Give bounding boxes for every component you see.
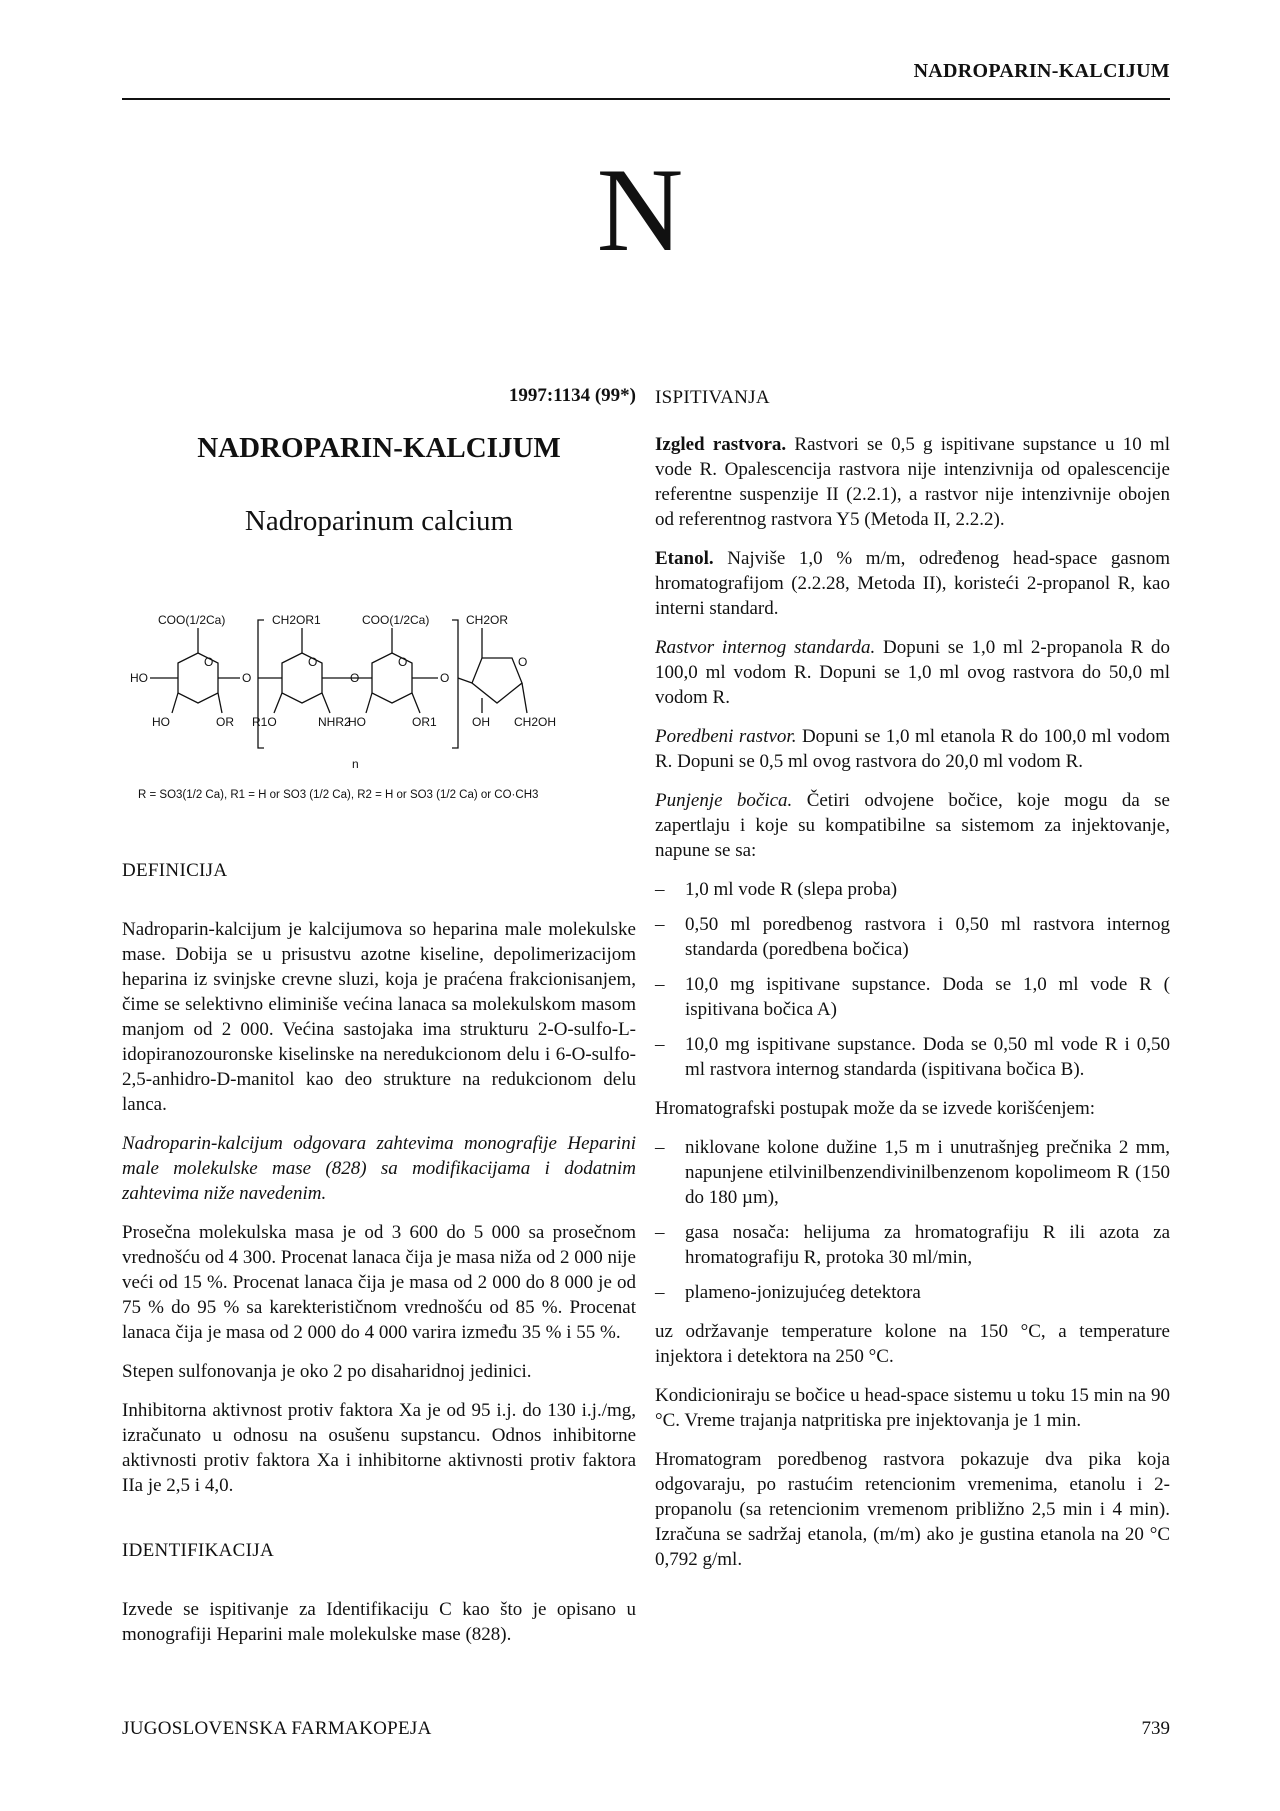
formula-label-or: OR [216, 715, 234, 729]
formula-ring-o-3: O [398, 655, 408, 669]
list-item: – gasa nosača: helijuma za hromatografiju R ili azota za hromatografiju R, protoka 30 ml/min, [655, 1220, 1170, 1270]
running-header-title: NADROPARIN-KALCIJUM [913, 60, 1170, 82]
rastvor-paragraph [655, 635, 1170, 710]
structural-formula [122, 608, 636, 820]
punjenje-text: Četiri odvojene bočice, koje mogu da se zapertlaju i koje su kompatibilne sa sistemom za injektovanje, napune se sa: [655, 790, 1170, 861]
definicija-paragraph-4: Stepen sulfonovanja je oko 2 po disaharidnoj jedinici. [122, 1361, 532, 1382]
formula-ring-o-4: O [518, 655, 528, 669]
identifikacija-paragraph: Izvede se ispitivanje za Identifikaciju C kao što je opisano u monografiji Heparini male molekulske mase (828). [122, 1599, 636, 1645]
monograph-code: 1997:1134 (99*) [508, 385, 636, 406]
formula-label-oh: OH [472, 715, 490, 729]
formula-label-ch2or1: CH2OR1 [272, 613, 321, 627]
list-item: – 0,50 ml poredbenog rastvora i 0,50 ml rastvora internog standarda (poredbena bočica) [655, 912, 1170, 962]
formula-bridge-o-2: O [350, 671, 360, 685]
formula-label-or1: OR1 [412, 715, 437, 729]
etanol-text: Najviše 1,0 % m/m, određenog head-space gasnom hromatografijom (2.2.28, Metoda II), koristeći 2-propanol R, kao interni standard. [655, 548, 1170, 619]
left-column [122, 858, 636, 1661]
formula-label-ho-2: HO [348, 715, 366, 729]
formula-label-r1o: R1O [252, 715, 277, 729]
formula-label-ho-left: HO [130, 671, 148, 685]
list-item: – 10,0 mg ispitivane supstance. Doda se 1,0 ml vode R ( ispitivana bočica A) [655, 972, 1170, 1022]
izgled-text: Rastvori se 0,5 g ispitivane supstance u 10 ml vode R. Opalescencija rastvora nije intenzivnija od opalescencije referentne suspenzije II (2.2.1), a rastvor nije intenzivnije obojen od referentnog rastvora Y5 (Metoda II, 2.2.2). [655, 434, 1170, 530]
formula-bridge-o-1: O [242, 671, 252, 685]
poredbeni-text: Dopuni se 1,0 ml etanola R do 100,0 ml vodom R. Dopuni se 0,5 ml ovog rastvora do 20,0 ml vodom R. [655, 726, 1170, 772]
list-item: – 10,0 mg ispitivane supstance. Doda se 0,50 ml vode R i 0,50 ml rastvora internog standarda (ispitivana bočica B). [655, 1032, 1170, 1082]
page-number: 739 [1141, 1718, 1170, 1739]
definicija-paragraph-5: Inhibitorna aktivnost protiv faktora Xa je od 95 i.j. do 130 i.j./mg, izračunato u odnosu na osušenu supstancu. Odnos inhibitorne aktivnosti protiv faktora Xa i inhibitorne aktivnosti protiv faktora IIa je 2,5 i 4,0. [122, 1400, 636, 1496]
formula-label-coo-1: COO(1/2Ca) [158, 613, 226, 627]
identifikacija-heading: IDENTIFIKACIJA [122, 1540, 274, 1561]
list-item: – niklovane kolone dužine 1,5 m i unutrašnjeg prečnika 2 mm, napunjene etilvinilbenzendivinilbenzenom kopolimeom R (150 do 180 µm), [655, 1135, 1170, 1210]
formula-label-ch2oh: CH2OH [514, 715, 557, 729]
right-column [655, 385, 1170, 1586]
formula-label-ho-1: HO [152, 715, 170, 729]
punjenje-label: Punjenje bočica. [655, 790, 793, 811]
ispitivanja-heading: ISPITIVANJA [655, 387, 770, 408]
formula-label-coo-2: COO(1/2Ca) [362, 613, 430, 627]
formula-ring-o-2: O [308, 655, 318, 669]
monograph-title: NADROPARIN-KALCIJUM [197, 432, 561, 464]
definicija-paragraph-2: Nadroparin-kalcijum odgovara zahtevima monografije Heparini male molekulske mase (828) sa modifikacijama i dodatnim zahtevima niže navedenim. [122, 1133, 636, 1204]
punjenje-paragraph [655, 788, 1170, 863]
definicija-heading: DEFINICIJA [122, 860, 228, 881]
etanol-label: Etanol. [655, 548, 714, 569]
izgled-paragraph [655, 432, 1170, 532]
kond-paragraph: Kondicioniraju se bočice u head-space sistemu u toku 15 min na 90 °C. Vreme trajanja natpritiska pre injektovanja je 1 min. [655, 1385, 1170, 1431]
poredbeni-label: Poredbeni rastvor. [655, 726, 797, 747]
izgled-label: Izgled rastvora. [655, 434, 787, 455]
formula-label-ch2or: CH2OR [466, 613, 509, 627]
formula-bridge-o-3: O [440, 671, 450, 685]
definicija-paragraph-1: Nadroparin-kalcijum je kalcijumova so heparina male molekulske mase. Dobija se u prisustvu azotne kiseline, depolimerizacijom heparina iz svinjske crevne sluzi, koja je praćena frakcionisanjem, čime se selektivno eliminiše većina lanaca sa molekulskom masom manjom od 2 000. Većina sastojaka ima strukturu 2-O-sulfo-L-idopiranozouronske kiselinske na neredukcionom delu i 6-O-sulfo-2,5-anhidro-D-manitol kao deo strukture na redukcionom delu lanca. [122, 919, 636, 1115]
vial-list [655, 877, 1170, 1082]
formula-label-n: n [352, 757, 359, 771]
temp-paragraph: uz održavanje temperature kolone na 150 °C, a temperature injektora i detektora na 250 °C. [655, 1321, 1170, 1367]
section-letter: N [596, 143, 684, 276]
latin-name: Nadroparinum calcium [244, 505, 514, 537]
formula-label-nhr2: NHR2 [318, 715, 351, 729]
etanol-paragraph [655, 546, 1170, 621]
definicija-paragraph-3: Prosečna molekulska masa je od 3 600 do 5 000 sa prosečnom vrednošću od 4 300. Procenat lanaca čija je masa niža od 2 000 nije veći od 15 %. Procenat lanaca čija je masa od 2 000 do 8 000 je od 75 % do 95 % sa karekterističnom vrednošću od 85 %. Procenat lanaca čija je masa od 2 000 do 4 000 varira između 35 % i 55 %. [122, 1222, 636, 1343]
header-rule [122, 98, 1170, 100]
poredbeni-paragraph [655, 724, 1170, 774]
hrom-intro: Hromatografski postupak može da se izvede korišćenjem: [655, 1098, 1096, 1119]
list-item: – 1,0 ml vode R (slepa proba) [655, 877, 1170, 902]
hrom-list [655, 1135, 1170, 1305]
formula-legend: R = SO3(1/2 Ca), R1 = H or SO3 (1/2 Ca), R2 = H or SO3 (1/2 Ca) or CO·CH3 [138, 789, 539, 801]
formula-ring-o-1: O [204, 655, 214, 669]
hromatogram-paragraph: Hromatogram poredbenog rastvora pokazuje dva pika koja odgovaraju, po rastućim retencionim vremenima, etanolu i 2-propanolu (sa retencionim vremenom približno 2,5 min i 4 min). Izračuna se sadržaj etanola, (m/m) ako je gustina etanola na 20 °C 0,792 g/ml. [655, 1449, 1170, 1570]
rastvor-label: Rastvor internog standarda. [655, 637, 876, 658]
rastvor-text: Dopuni se 1,0 ml 2-propanola R do 100,0 ml vodom R. Dopuni se 1,0 ml ovog rastvora do 50,0 ml vodom R. [655, 637, 1171, 708]
list-item: – plameno-jonizujućeg detektora [655, 1280, 1170, 1305]
footer-publication: JUGOSLOVENSKA FARMAKOPEJA [122, 1718, 432, 1739]
